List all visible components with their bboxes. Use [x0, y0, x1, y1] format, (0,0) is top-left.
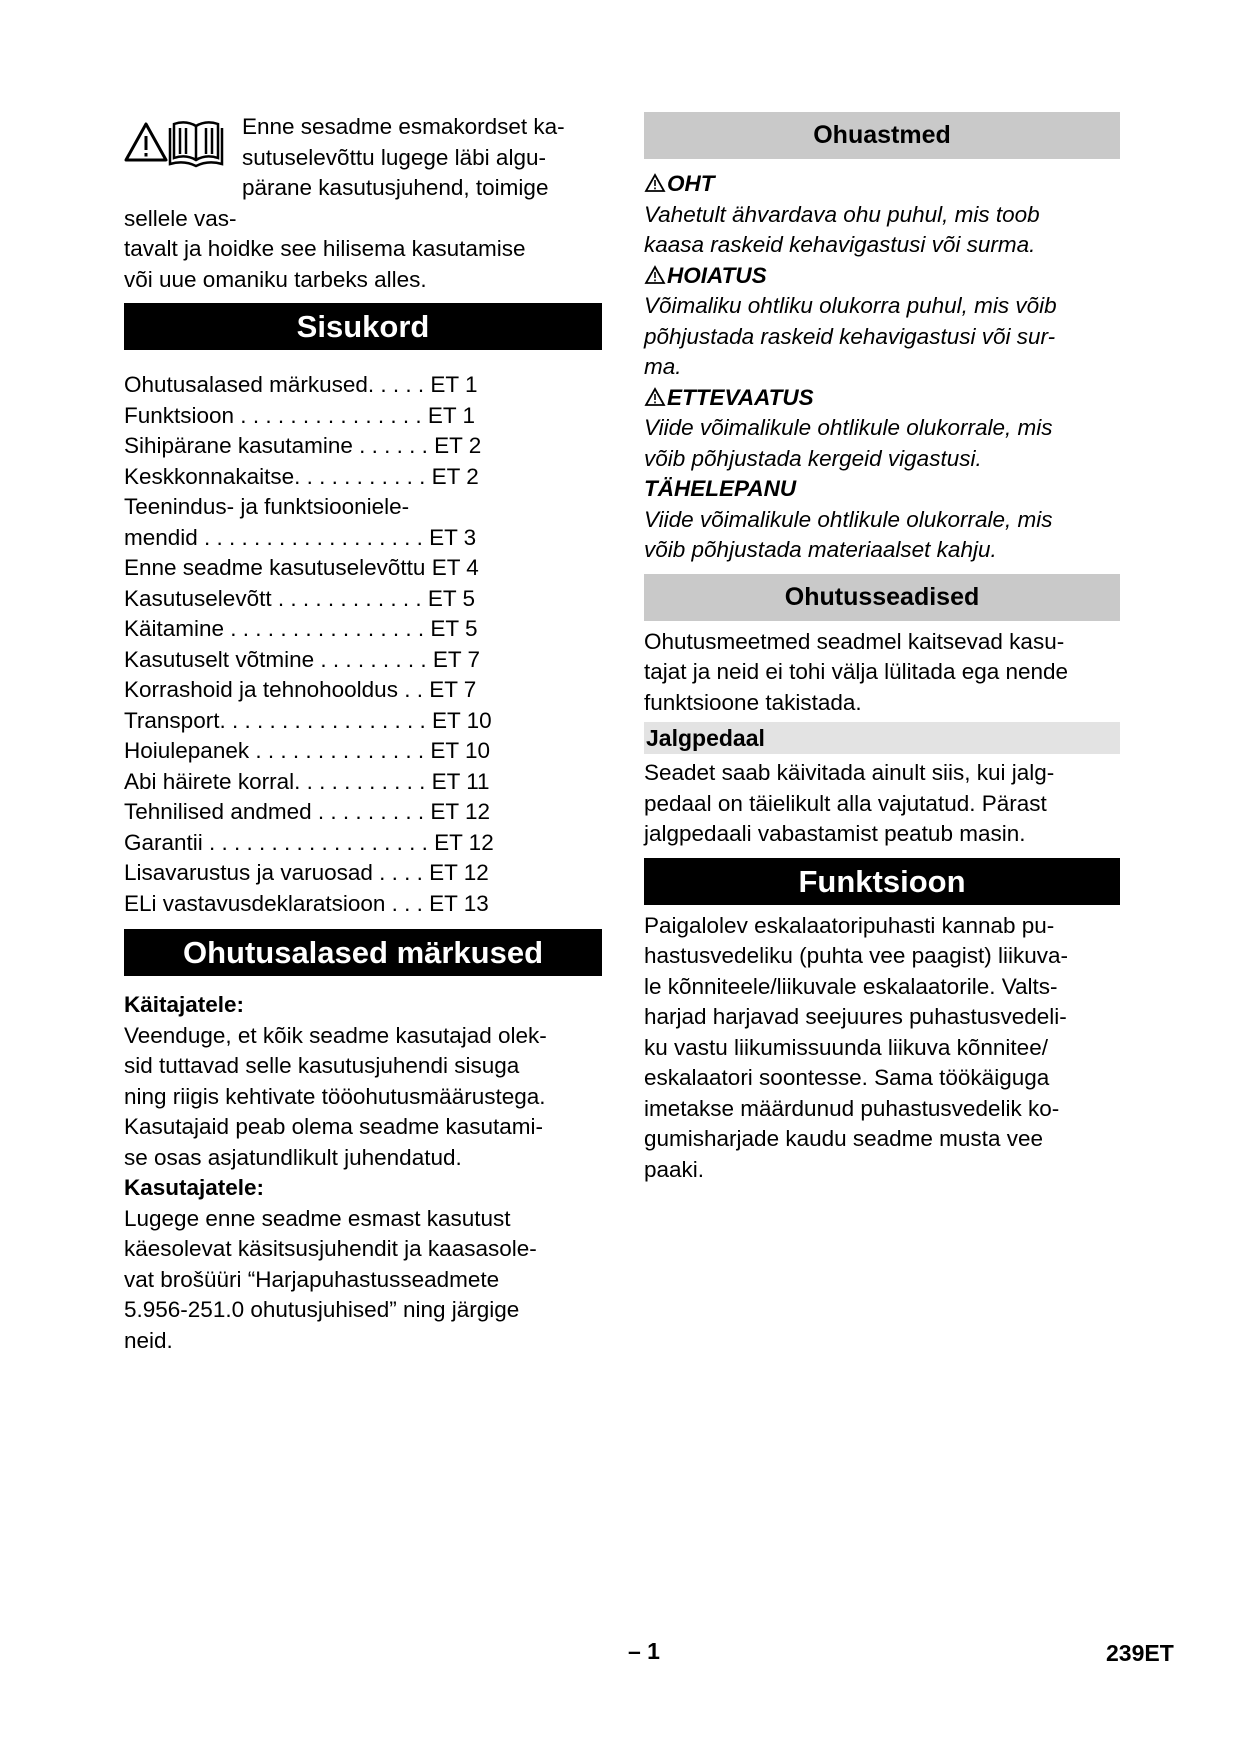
toc-item[interactable]: Lisavarustus ja varuosad . . . . ET 12: [124, 860, 489, 885]
warning-triangle-icon: [126, 124, 166, 160]
toc-item[interactable]: Keskkonnakaitse. . . . . . . . . . . ET 2: [124, 463, 479, 489]
toc-heading: Sisukord: [124, 303, 602, 350]
toc-item[interactable]: Abi häirete korral. . . . . . . . . . . ET 11: [124, 768, 490, 794]
foot-pedal-heading: Jalgpedaal: [644, 722, 1120, 754]
intro-text: Enne sesadme esmakordset ka- sutuselevõttu lugege läbi algu- pärane kasutusjuhend, toimige sellele vas- tavalt ja hoidke see hilisema kasutamise või uue omaniku tarbeks alles.: [124, 114, 565, 292]
warning-and-manual-icons: [124, 116, 234, 174]
warning-triangle-icon: [644, 387, 666, 407]
hazard-level-title: ETTEVAATUS: [644, 383, 1120, 414]
table-of-contents: [124, 370, 602, 919]
function-text: Paigalolev eskalaatoripuhasti kannab pu- hastusvedeliku (puhta vee paagist) liikuva- le kõnniteele/liikuvale eskalaatorile. Valts- harjad harjavad seejuures puhastusvedeli- ku vastu liikumissuunda liikuva kõnnitee/ eskalaatori soontesse. Sama töökäiguga imetakse määrdunud puhastusvedelik ko- gumisharjade kaudu seadme musta vee paaki.: [644, 912, 1068, 1182]
toc-item[interactable]: Kasutuselevõtt . . . . . . . . . . . . ET 5: [124, 585, 475, 611]
hazard-level-title: HOIATUS: [644, 261, 1120, 292]
open-book-icon: [170, 122, 222, 166]
toc-item[interactable]: Sihipärane kasutamine . . . . . . ET 2: [124, 433, 482, 458]
users-label: Kasutajatele:: [124, 1175, 265, 1200]
toc-item[interactable]: Teenindus- ja funktsiooniele-: [124, 494, 410, 519]
hazard-level-text: Viide võimalikule ohtlikule olukorrale, mis võib põhjustada kergeid vigastusi.: [644, 415, 1053, 471]
page-code: 239ET: [1106, 1640, 1174, 1666]
toc-item[interactable]: Tehnilised andmed . . . . . . . . . ET 12: [124, 799, 491, 824]
toc-item[interactable]: Käitamine . . . . . . . . . . . . . . . . ET 5: [124, 616, 478, 641]
safety-devices-text: Ohutusmeetmed seadmel kaitsevad kasu- tajat ja neid ei tohi välja lülitada ega nende funktsioone takistada.: [644, 628, 1069, 715]
hazard-level-title: TÄHELEPANU: [644, 476, 797, 501]
operators-label: Käitajatele:: [124, 992, 245, 1017]
left-column: [124, 112, 602, 1356]
foot-pedal-text: Seadet saab käivitada ainult siis, kui jalg- pedaal on täielikult alla vajutatud. Pärast jalgpedaali vabastamist peatub masin.: [644, 760, 1055, 846]
hazard-levels-heading: Ohuastmed: [644, 112, 1120, 159]
toc-item[interactable]: Korrashoid ja tehnohooldus . . ET 7: [124, 677, 477, 702]
operators-text: Veenduge, et kõik seadme kasutajad olek- sid tuttavad selle kasutusjuhendi sisuga ning riigis kehtivate tööohutusmäärustega. Kasutajaid peab olema seadme kasutami- se osas asjatundlikult juhendatud.: [124, 1022, 547, 1170]
toc-item[interactable]: Transport. . . . . . . . . . . . . . . . . ET 10: [124, 707, 492, 733]
hazard-level-text: Viide võimalikule ohtlikule olukorrale, mis võib põhjustada materiaalset kahju.: [644, 506, 1053, 562]
function-heading: Funktsioon: [644, 858, 1120, 905]
safety-heading: Ohutusalased märkused: [124, 929, 602, 976]
warning-triangle-icon: [644, 265, 666, 285]
hazard-level-text: Vahetult ähvardava ohu puhul, mis toob kaasa raskeid kehavigastusi või surma.: [644, 201, 1040, 257]
toc-item[interactable]: Kasutuselt võtmine . . . . . . . . . ET 7: [124, 646, 480, 672]
warning-triangle-icon: [644, 173, 666, 193]
toc-item[interactable]: Garantii . . . . . . . . . . . . . . . . . . ET 12: [124, 829, 494, 855]
safety-devices-heading: Ohutusseadised: [644, 574, 1120, 621]
hazard-level-title: OHT: [644, 169, 1120, 200]
users-text: Lugege enne seadme esmast kasutust käesolevat käsitsusjuhendit ja kaasasole- vat brošüüri “Harjapuhastusseadmete 5.956-251.0 ohutusjuhised” ning järgige neid.: [124, 1205, 537, 1353]
toc-item[interactable]: Ohutusalased märkused. . . . . ET 1: [124, 372, 478, 397]
safety-section: [124, 990, 602, 1356]
toc-item[interactable]: Funktsioon . . . . . . . . . . . . . . . ET 1: [124, 402, 475, 428]
toc-item[interactable]: ELi vastavusdeklaratsioon . . . ET 13: [124, 890, 489, 916]
toc-item[interactable]: Enne seadme kasutuselevõttu ET 4: [124, 555, 479, 580]
page-number: – 1: [628, 1638, 660, 1664]
toc-item[interactable]: mendid . . . . . . . . . . . . . . . . . . ET 3: [124, 524, 477, 550]
hazard-levels: [644, 169, 1120, 566]
right-column: [644, 112, 1120, 1185]
hazard-level-text: Võimaliku ohtliku olukorra puhul, mis võib põhjustada raskeid kehavigastusi või sur- ma.: [644, 293, 1057, 379]
intro-notice: [124, 112, 602, 295]
toc-item[interactable]: Hoiulepanek . . . . . . . . . . . . . . ET 10: [124, 738, 490, 763]
